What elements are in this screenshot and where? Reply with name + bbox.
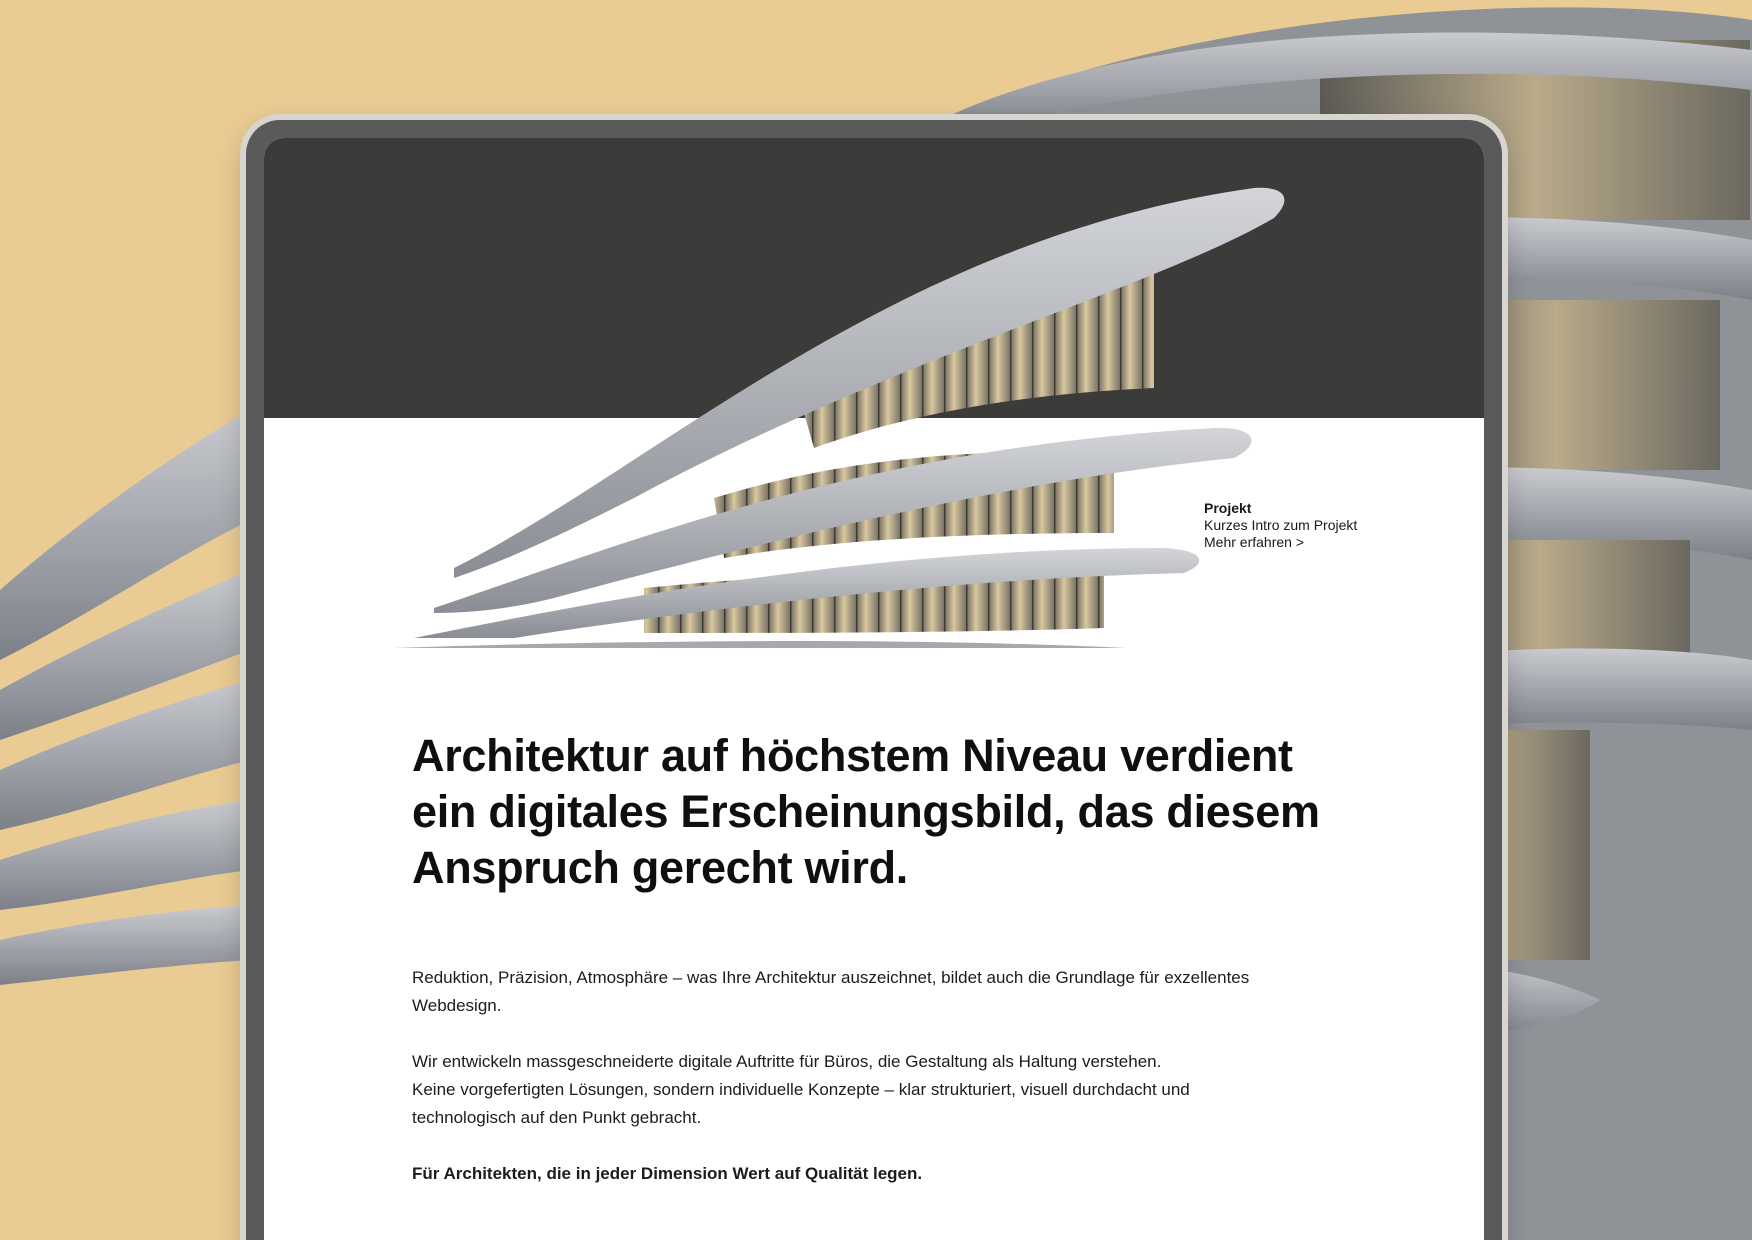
intro-text bbox=[412, 964, 1272, 1216]
intro-paragraph-2-line-1: Wir entwickeln massgeschneiderte digitale Auftritte für Büros, die Gestaltung als Haltung verstehen. bbox=[412, 1052, 1162, 1071]
intro-paragraph-2 bbox=[412, 1048, 1272, 1132]
intro-paragraph-1: Reduktion, Präzision, Atmosphäre – was Ihre Architektur auszeichnet, bildet auch die Grundlage für exzellentes Webdesign. bbox=[412, 968, 1250, 1015]
website-screen bbox=[264, 138, 1484, 1240]
project-teaser bbox=[1204, 500, 1434, 551]
intro-paragraph-2-line-2: Keine vorgefertigten Lösungen, sondern individuelle Konzepte – klar strukturiert, visuell durchdacht und technologisch auf den Punkt gebracht. bbox=[412, 1080, 1190, 1127]
project-more-link[interactable]: Mehr erfahren > bbox=[1204, 534, 1304, 550]
tablet-frame bbox=[246, 120, 1502, 1240]
hero-building-image bbox=[394, 168, 1294, 648]
closing-statement: Für Architekten, die in jeder Dimension Wert auf Qualität legen. bbox=[412, 1164, 923, 1183]
project-intro: Kurzes Intro zum Projekt bbox=[1204, 517, 1358, 533]
project-title: Projekt bbox=[1204, 500, 1252, 516]
page-headline: Architektur auf höchstem Niveau verdient ein digitales Erscheinungsbild, das diesem Anspruch gerecht wird. bbox=[412, 730, 1320, 893]
